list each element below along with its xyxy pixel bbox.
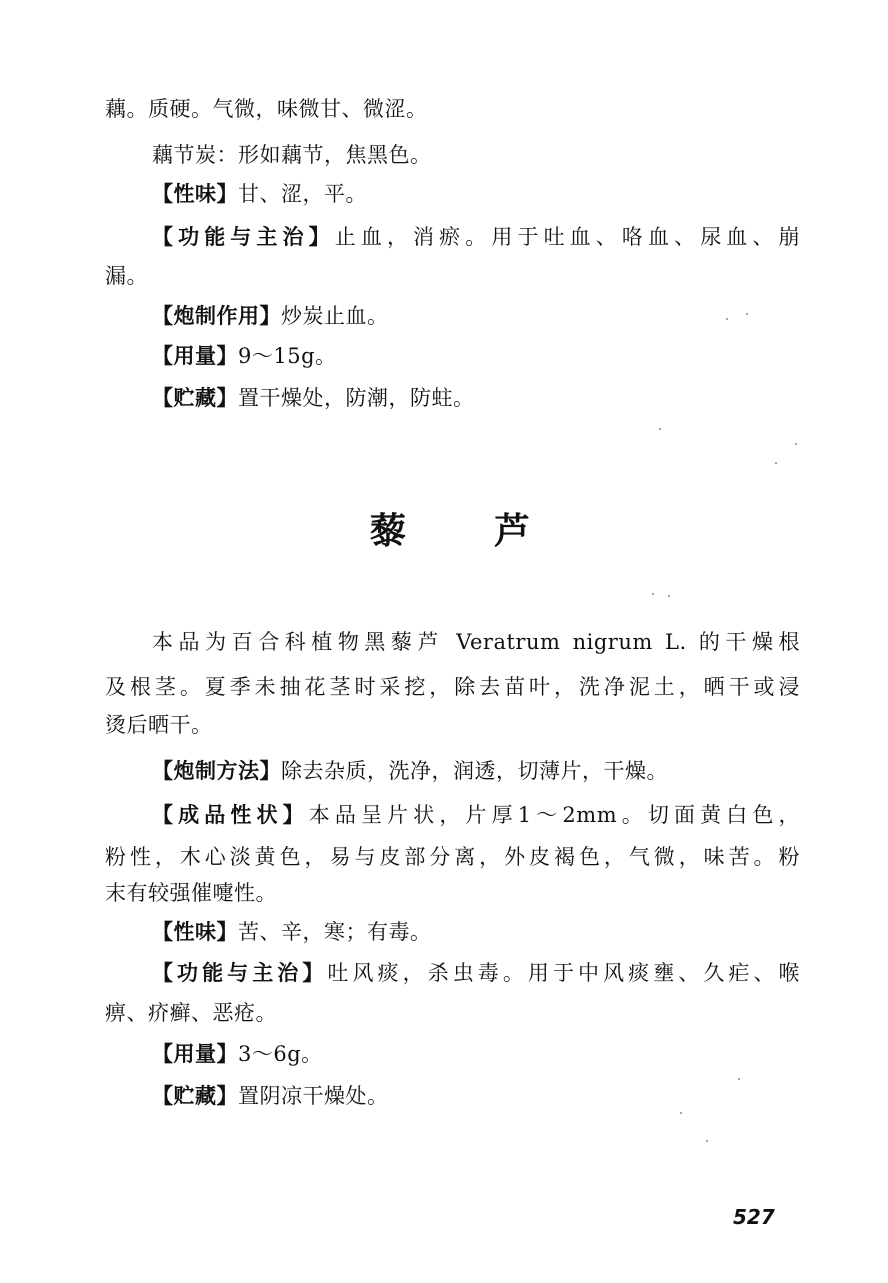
section-label: 【功能与主治】 [152, 225, 335, 249]
scan-speck [668, 595, 670, 597]
section-yongliang [152, 342, 337, 370]
text-line: 粉性，木心淡黄色，易与皮部分离，外皮褐色，气微，味苦。粉 [105, 845, 800, 869]
section-text: 止血，消瘀。用于吐血、咯血、尿血、崩 [334, 225, 801, 249]
section-text: 3～6g。 [238, 1042, 323, 1066]
section-fangfa [152, 757, 668, 785]
section-gongneng [152, 223, 800, 251]
page-number: 527 [733, 1205, 775, 1229]
text-line: 藕。质硬。气微，味微甘、微涩。 [105, 97, 428, 121]
scan-speck [706, 1140, 708, 1142]
section-label: 【炮制作用】 [152, 304, 281, 328]
section-xingwei [152, 918, 432, 946]
scan-speck [795, 443, 797, 445]
scan-speck [746, 313, 748, 315]
scan-speck [775, 462, 777, 464]
text-line: 末有较强催嚏性。 [105, 881, 277, 905]
section-text: 炒炭止血。 [281, 304, 389, 328]
section-text: 吐风痰，杀虫毒。用于中风痰壅、久疟、喉 [327, 961, 801, 985]
section-xingwei [152, 180, 367, 208]
scan-speck [680, 1112, 682, 1114]
section-label: 【用量】 [152, 344, 238, 368]
section-label: 【功能与主治】 [152, 961, 328, 985]
scan-speck [659, 428, 661, 430]
entry-title [370, 509, 530, 553]
section-text: 置干燥处，防潮，防蛀。 [238, 386, 475, 410]
section-gongneng [152, 959, 800, 987]
section-paozhi [152, 302, 389, 330]
section-label: 【性味】 [152, 920, 238, 944]
intro-line: 烫后晒干。 [105, 713, 213, 737]
section-text: 除去杂质，洗净，润透，切薄片，干燥。 [281, 759, 668, 783]
section-text: 本品呈片状，片厚1～2mm。切面黄白色， [308, 803, 801, 827]
section-zhucang [152, 384, 475, 412]
section-zhucang [152, 1082, 389, 1110]
section-yongliang [152, 1040, 323, 1068]
scan-speck [738, 1078, 740, 1080]
text-line: 漏。 [105, 264, 148, 288]
section-label: 【炮制方法】 [152, 759, 281, 783]
section-label: 【用量】 [152, 1042, 238, 1066]
intro-line: 及根茎。夏季未抽花茎时采挖，除去苗叶，洗净泥土，晒干或浸 [105, 675, 800, 699]
intro-line: 本品为百合科植物黑藜芦 Veratrum nigrum L. 的干燥根 [152, 630, 800, 654]
section-text: 苦、辛，寒；有毒。 [238, 920, 432, 944]
text-line: 藕节炭：形如藕节，焦黑色。 [152, 143, 432, 167]
entry-title-char: 芦 [493, 510, 530, 552]
scan-speck [652, 593, 654, 595]
text-line: 痹、疥癣、恶疮。 [105, 1001, 277, 1025]
section-label: 【成品性状】 [152, 803, 309, 827]
entry-title-char: 藜 [370, 510, 407, 552]
section-text: 9～15g。 [238, 344, 337, 368]
section-xingzhuang [152, 801, 800, 829]
section-text: 置阴凉干燥处。 [238, 1084, 389, 1108]
section-label: 【贮藏】 [152, 386, 238, 410]
section-text: 甘、涩，平。 [238, 182, 367, 206]
section-label: 【性味】 [152, 182, 238, 206]
scan-speck [726, 318, 728, 320]
section-label: 【贮藏】 [152, 1084, 238, 1108]
